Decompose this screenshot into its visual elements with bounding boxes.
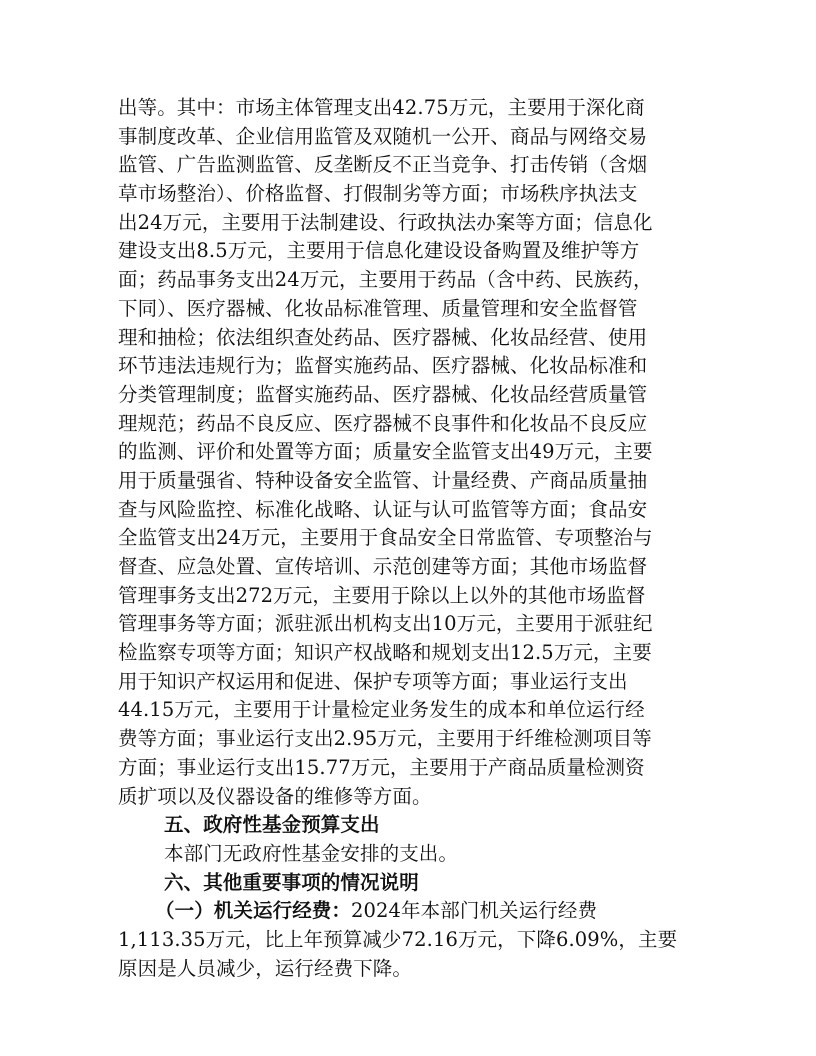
section6-item1-text: 2024年本部门机关运行经费 — [351, 899, 598, 923]
section5-heading: 五、政府性基金预算支出 — [164, 813, 380, 837]
body-line: 全监管支出24万元，主要用于食品安全日常监管、专项整治与 — [118, 526, 653, 550]
body-line: 督查、应急处置、宣传培训、示范创建等方面；其他市场监督 — [118, 555, 648, 578]
body-line: 理规范；药品不良反应、医疗器械不良事件和化妆品不良反应 — [118, 411, 648, 435]
body-line: 管理事务等方面；派驻派出机构支出10万元，主要用于派驻纪 — [118, 612, 653, 636]
section5-body: 本部门无政府性基金安排的支出。 — [164, 841, 459, 865]
section6-item1-first-line — [118, 897, 708, 926]
body-line: 环节违法违规行为；监督实施药品、医疗器械、化妆品标准和 — [118, 354, 648, 378]
body-line: 面；药品事务支出24万元，主要用于药品（含中药、民族药， — [118, 268, 653, 292]
body-line: 检监察专项等方面；知识产权战略和规划支出12.5万元，主要 — [118, 641, 652, 665]
body-line: 查与风险监控、标准化战略、认证与认可监管等方面；食品安 — [118, 497, 648, 521]
body-line: 费等方面；事业运行支出2.95万元，主要用于纤维检测项目等 — [118, 727, 652, 751]
body-line: 管理事务支出272万元，主要用于除以上以外的其他市场监督 — [118, 583, 646, 607]
body-line: 理和抽检；依法组织查处药品、医疗器械、化妆品经营、使用 — [118, 325, 648, 349]
document-body — [118, 94, 708, 983]
body-line: 用于知识产权运用和促进、保护专项等方面；事业运行支出 — [118, 669, 628, 693]
body-line: 44.15万元，主要用于计量检定业务发生的成本和单位运行经 — [118, 698, 645, 722]
section6-item1-line: 1,113.35万元，比上年预算减少72.16万元，下降6.09%，主要 — [118, 927, 678, 951]
body-line: 质扩项以及仪器设备的维修等方面。 — [118, 784, 432, 808]
body-line: 下同）、医疗器械、化妆品标准管理、质量管理和安全监督管 — [118, 296, 638, 320]
body-line: 草市场整治）、价格监督、打假制劣等方面；市场秩序执法支 — [118, 182, 638, 206]
body-line: 监管、广告监测监管、反垄断反不正当竞争、打击传销（含烟 — [118, 153, 648, 177]
section6-heading: 六、其他重要事项的情况说明 — [164, 870, 419, 894]
body-line: 事制度改革、企业信用监管及双随机一公开、商品与网络交易 — [118, 124, 648, 148]
body-line: 方面；事业运行支出15.77万元，主要用于产商品质量检测资 — [118, 755, 645, 779]
body-line: 建设支出8.5万元，主要用于信息化建设设备购置及维护等方 — [118, 239, 640, 263]
body-line: 分类管理制度；监督实施药品、医疗器械、化妆品经营质量管 — [118, 382, 648, 406]
body-line: 出等。其中：市场主体管理支出42.75万元，主要用于深化商 — [118, 96, 645, 119]
body-line: 出24万元，主要用于法制建设、行政执法办案等方面；信息化 — [118, 210, 653, 234]
section6-item1-label: （一）机关运行经费： — [155, 899, 352, 923]
section6-item1-line: 原因是人员减少，运行经费下降。 — [118, 956, 413, 980]
body-line: 用于质量强省、特种设备安全监管、计量经费、产商品质量抽 — [118, 468, 648, 492]
body-line: 的监测、评价和处置等方面；质量安全监管支出49万元，主要 — [118, 440, 653, 464]
